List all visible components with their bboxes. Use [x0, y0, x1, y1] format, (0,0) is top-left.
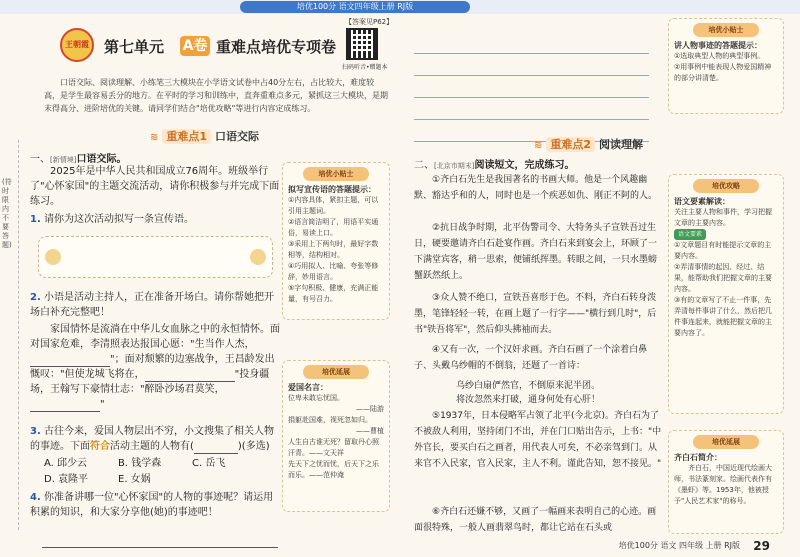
highlight-word: 符合	[90, 441, 110, 452]
answer-line[interactable]	[414, 76, 649, 98]
tips-item: ②语言简洁明了，用语平实通俗，易读上口。	[288, 218, 379, 237]
section-title: 阅读短文，完成练习。	[474, 160, 575, 171]
para-text-3: "投身疆场，王翰写下豪情壮志："醉卧沙场君莫笑，	[30, 369, 270, 395]
extension-ribbon: 培优延展	[303, 365, 369, 379]
tips-heading: 拟写宣传语的答题提示：	[288, 185, 376, 194]
quote-line: 位卑未敢忘忧国。	[288, 394, 344, 402]
passage-para-5: ⑤1937年，日本侵略军占领了北平(今北京)。齐白石为了不被敌人利用，坚持闭门不出，并在门口贴出告示，上书："中外官长，要买白石之画者，用代表人可矣，不必亲驾到门。从来官不入民家，官入民家，主人不利。谨此告知，恕不接见。"	[414, 411, 662, 469]
section-two-heading	[414, 156, 574, 171]
passage-para-2: ②抗日战争时期，北平伪警司令、大特务头子宣铁吾过生日，硬要邀请齐白石赴宴作画。齐白石来到宴会上，环顾了一下满堂宾客，稍一思索，便铺纸挥墨。转眼之间，一只水墨螃蟹跃然纸上。	[414, 223, 658, 281]
unit-label: 第七单元	[104, 38, 165, 56]
top-banner-bar	[0, 0, 800, 14]
kp1-tag: 重难点1	[162, 129, 211, 144]
page-footer: 培优100分 语文 四年级 上册 RJ版	[618, 541, 740, 550]
question-number: 2.	[30, 292, 41, 303]
passage-para-1: ①齐白石先生是我国著名的书画大师。他是一个风趣幽默、豁达乎和的人，同时也是一个疾恶如仇、刚正不阿的人。	[414, 175, 658, 201]
quote-author: ——曹植	[356, 427, 384, 435]
wave-icon: ≋	[534, 140, 543, 151]
option-c[interactable]: C. 岳飞	[192, 458, 226, 469]
tips-box-story	[668, 18, 784, 114]
question-2-paragraph	[30, 322, 280, 412]
question-number: 1.	[30, 214, 41, 225]
para-text-4: "	[100, 399, 105, 410]
question-3	[30, 424, 280, 454]
fill-blank-3[interactable]	[30, 401, 100, 412]
passage-para-6: ⑥齐白石还嫌不够，又画了一幅画来表明自己的心迹。画面很特殊，一般人画翡翠鸟时，都让它站在石头或	[414, 507, 657, 533]
question-text-c: )(多选)	[237, 441, 270, 452]
tips-box-slogan	[282, 162, 390, 320]
strategy-ribbon: 培优攻略	[693, 179, 759, 193]
option-a[interactable]: A. 邱少云	[44, 458, 88, 469]
title-text: 重难点培优专项卷	[216, 38, 337, 56]
qr-caption: 扫码听音•赠题本	[342, 64, 388, 71]
intro-paragraph: 口语交际、阅读理解、小练笔三大模块在小学语文试卷中占40分左右，占比较大，难度较高，是学生最容易丢分的地方。在平时的学习和训练中，直奔重难点多元，紧抓这三大模块，是期末得高分、进阶培优的关键。请同学们结合"培优攻略"等进行内容定成练习。	[44, 78, 388, 113]
answer-lines-top[interactable]	[414, 32, 649, 142]
tips-item: ①内容具体，紧扣主题，可以引用主题词。	[288, 196, 379, 215]
quote-line: 人生自古谁无死？留取丹心照汗青。——文天祥	[288, 438, 379, 457]
wave-icon: ≋	[150, 132, 159, 143]
strategy-box	[668, 174, 784, 414]
key-point-2-heading	[534, 136, 643, 154]
option-d[interactable]: D. 袁隆平	[44, 474, 89, 485]
section-one-heading	[30, 150, 126, 165]
page-title	[104, 36, 344, 60]
banner-pill: 培优100分 语文四年级上册 RJ版	[240, 1, 470, 13]
section-tag: [北京市期末]	[434, 162, 475, 170]
section-intro: 2025年是中华人民共和国成立76周年。班级举行了"心怀家国"的主题交流活动，请你积极参与并完成下面练习。	[30, 166, 280, 207]
page-number: 29	[753, 539, 770, 553]
passage-para-3: ③众人赞不绝口，宣铁吾喜形于色。不料，齐白石转身泼墨，笔锋轻轻一转，在画上题了一行字——"横行到几时"，后书"铁吾将军"，然后仰头拂袖而去。	[414, 293, 657, 335]
extension-heading: 爱国名言：	[288, 383, 328, 392]
choice-blank[interactable]	[194, 443, 238, 454]
quote-author: ——陆游	[356, 405, 384, 413]
answer-line[interactable]	[42, 534, 278, 548]
strategy-item: ③有的文章写了不止一件事，先弄清每件事讲了什么，然后把几件事连起来，就能把握文章的主要内容了。	[674, 296, 772, 337]
paper-badge: A卷	[180, 36, 210, 56]
kp2-title: 阅读理解	[599, 138, 644, 151]
section-number: 二、	[414, 160, 434, 171]
tips-item: ②用事例中能表现人物爱国精神的部分讲清楚。	[674, 63, 772, 82]
tips-item: ①选取典型人物的典型事例。	[674, 52, 765, 60]
section-title: 口语交际。	[76, 154, 127, 165]
para-text-2: "；面对颓繁的边塞战争，王昌龄发出慨叹："但使龙城飞将在，	[30, 354, 275, 380]
question-text: 请你为这次活动拟写一条宣传语。	[43, 214, 194, 225]
question-text: 你准备讲哪一位"心怀家国"的人物的事迹呢？请运用积累的知识，和大家分享他(她)的事迹吧！	[30, 492, 274, 518]
key-point-1-heading	[150, 128, 259, 146]
question-1	[30, 212, 280, 227]
poem-line-1: 乌纱白扇俨然官，不倒原来泥半团。	[456, 381, 601, 391]
strategy-item: ②弄清事情的起因、经过、结果，能帮助我们把握文章的主要内容。	[674, 263, 772, 293]
fill-blank-2[interactable]	[145, 371, 235, 382]
question-number: 3.	[30, 426, 41, 437]
answer-line[interactable]	[414, 32, 649, 54]
extension-box-quotes	[282, 360, 390, 512]
tips-item: ⑤字句积极、健康，充满正能量，有号召力。	[288, 284, 379, 303]
kp2-tag: 重难点2	[546, 137, 595, 152]
tips-item: ④巧用拟人、比喻、夸张等修辞，妙用语言。	[288, 262, 379, 281]
section-tag: [新情境]	[50, 156, 77, 164]
extension-ribbon: 培优延展	[693, 435, 759, 449]
strategy-heading: 语文要素解读：	[674, 197, 730, 206]
tips-heading: 讲人物事迹的答题提示：	[674, 41, 762, 50]
strategy-tag: 语文要素	[674, 229, 706, 240]
extension-body: 齐白石，中国近现代绘画大师，书法篆刻家。绘画代表作有《墨虾》等。1953年，他被授予"人民艺术家"的称号。	[674, 464, 772, 505]
kp1-title: 口语交际	[215, 130, 260, 143]
question-text: 小语是活动主持人，正在准备开场白。请你帮她把开场白补充完整吧！	[30, 292, 274, 318]
quote-line: 捐躯赴国难，视死忽如归。	[288, 416, 372, 424]
section-number: 一、	[30, 154, 50, 165]
poem-line-2: 将汝忽然来打破，通身何处有心肝！	[456, 395, 601, 405]
answer-line[interactable]	[414, 54, 649, 76]
tips-item: ③采用上下两句时，最好字数相等，结构相对。	[288, 240, 379, 259]
tips-ribbon: 培优小贴士	[303, 167, 369, 181]
question-4	[30, 490, 280, 520]
option-b[interactable]: B. 钱学森	[118, 458, 162, 469]
extension-box-bio	[668, 430, 784, 534]
answer-line[interactable]	[414, 98, 649, 120]
side-vertical-note: (符时限内不要答题)	[2, 178, 12, 249]
brand-logo: 王朝霞	[60, 28, 94, 62]
question-text-b: 活动主题的人物有(	[110, 441, 194, 452]
passage-para-4: ④又有一次，一个汉奸求画。齐白石画了一个涂着白鼻子、头戴乌纱帽的不倒翁，还题了一首诗：	[414, 345, 648, 371]
question-text-a: 古往今来，爱国人物层出不穷，小文搜集了相关人物的事迹。下面	[30, 426, 274, 452]
strategy-body: 关注主要人物和事件，学习把握文章的主要内容。	[674, 208, 772, 227]
option-e[interactable]: E. 女娲	[118, 474, 151, 485]
para-text-1: 家国情怀是流淌在中华儿女血脉之中的永恒情怀。面对国家危难，李清照表达报国心愿："生当作人杰，	[30, 324, 280, 350]
question-number: 4.	[30, 492, 41, 503]
answer-reference: 【答案见P62】	[345, 18, 394, 26]
slogan-answer-box[interactable]	[38, 236, 273, 278]
qr-code-icon[interactable]	[346, 28, 378, 60]
fill-blank-1[interactable]	[30, 356, 110, 367]
question-2	[30, 290, 280, 320]
strategy-item: ①文章题目有时能提示文章的主要内容。	[674, 241, 772, 260]
cut-line	[18, 140, 19, 530]
quote-line: 先天下之忧而忧，后天下之乐而乐。——范仲淹	[288, 460, 379, 479]
tips-ribbon: 培优小贴士	[693, 23, 759, 37]
extension-heading: 齐白石简介：	[674, 453, 722, 462]
